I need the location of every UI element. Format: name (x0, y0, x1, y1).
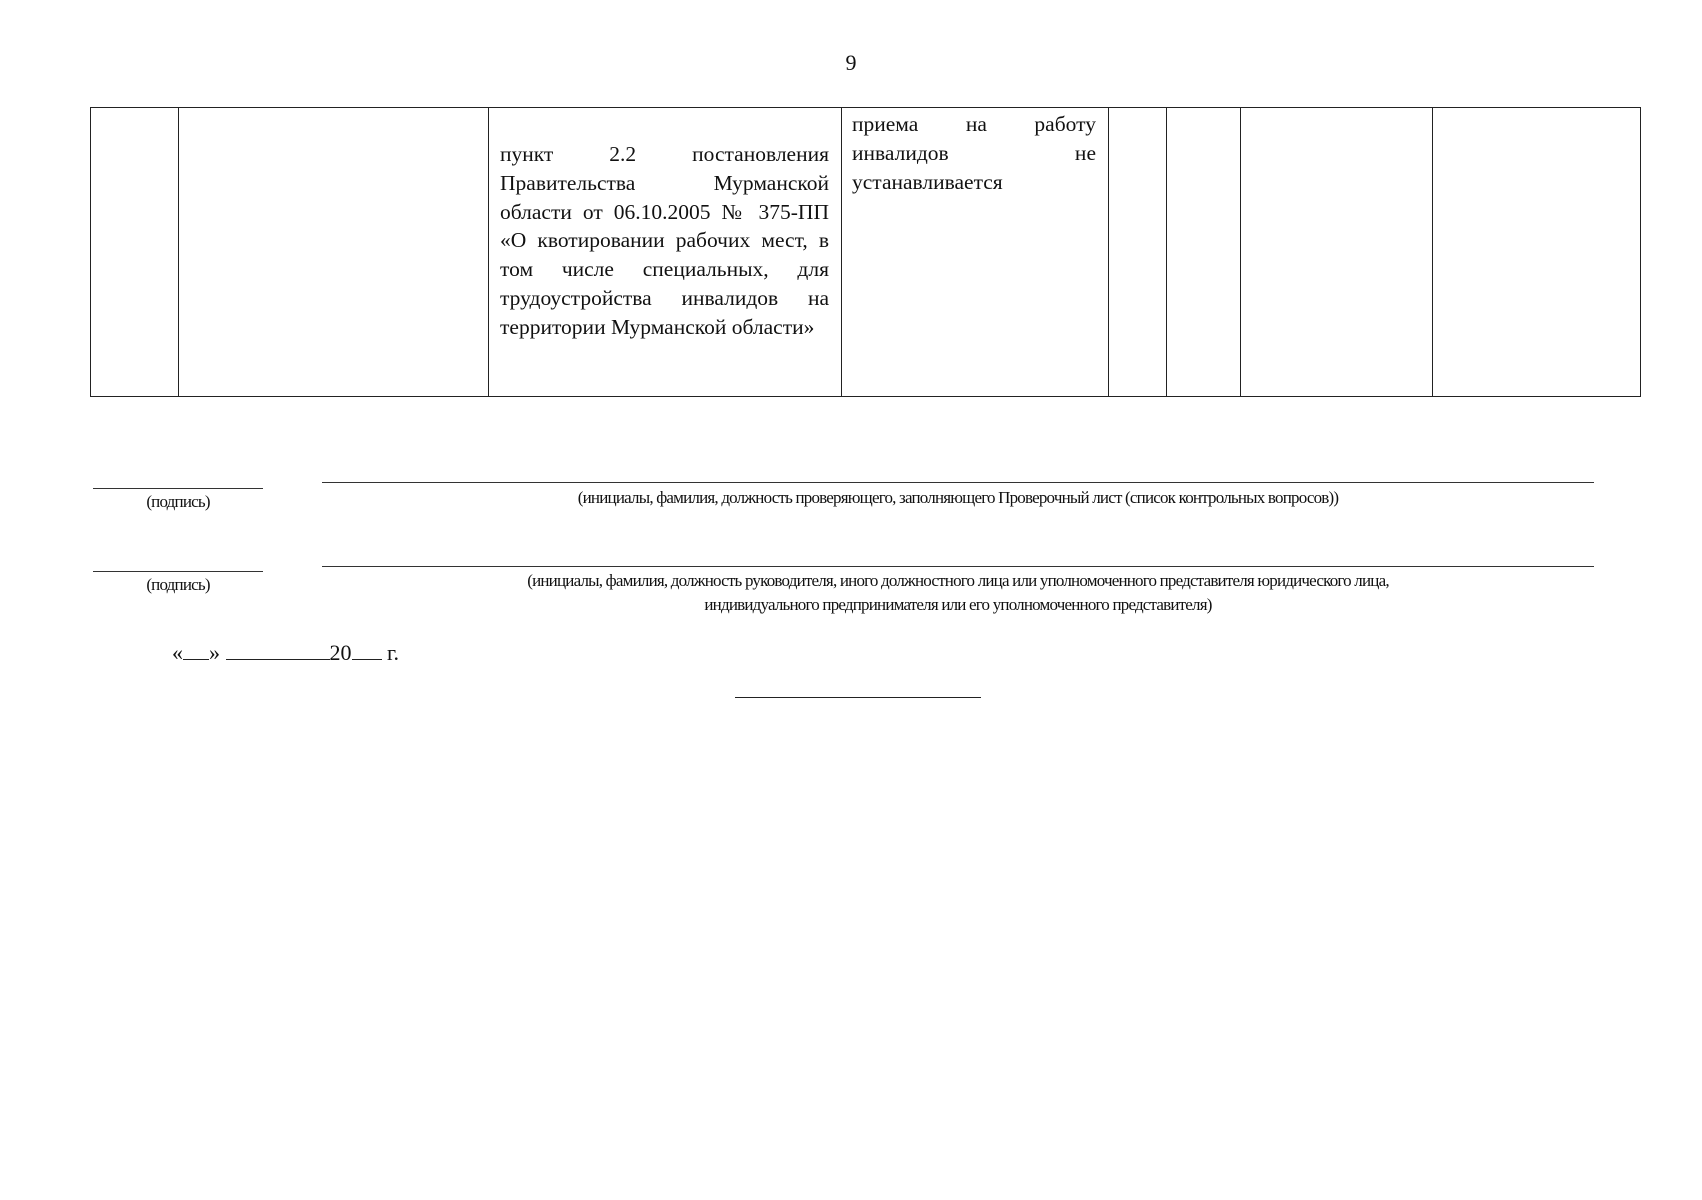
year-blank[interactable] (352, 641, 382, 660)
cell-requirement (842, 108, 1109, 397)
checklist-table (90, 107, 1640, 397)
date-open-quote: « (172, 640, 183, 665)
checklist-table-grid (90, 107, 1641, 397)
cell-answer-no (1167, 108, 1241, 397)
person-caption-line-2: индивидуального предпринимателя или его уполномоченного представителя) (704, 595, 1212, 614)
date-field (172, 640, 399, 666)
page-number: 9 (845, 50, 857, 75)
day-blank[interactable] (183, 641, 209, 660)
cell-not-applicable (1241, 108, 1433, 397)
person-caption (322, 569, 1594, 617)
legal-basis-text: пункт 2.2 постановления Правительства Мурманской области от 06.10.2005 № 375-ПП «О квотировании рабочих мест, в том числе специальных, для трудоустройства инвалидов на территории Мурманской области» (500, 142, 829, 339)
cell-number (91, 108, 179, 397)
signature-line[interactable] (93, 571, 263, 572)
year-suffix: г. (387, 640, 400, 665)
month-blank[interactable] (226, 641, 330, 660)
end-divider (735, 697, 981, 698)
person-line[interactable] (322, 566, 1594, 567)
table-row (91, 108, 1641, 397)
person-caption: (инициалы, фамилия, должность проверяющего, заполняющего Проверочный лист (список контрольных вопросов)) (577, 488, 1339, 507)
cell-legal-basis (489, 108, 842, 397)
cell-question (179, 108, 489, 397)
signature-line[interactable] (93, 488, 263, 489)
cell-note (1433, 108, 1641, 397)
cell-answer-yes (1109, 108, 1167, 397)
signature-caption: (подпись) (146, 575, 210, 594)
person-line[interactable] (322, 482, 1594, 483)
person-caption-line-1: (инициалы, фамилия, должность руководителя, иного должностного лица или уполномоченного представителя юридического лица, (527, 571, 1389, 590)
year-prefix: 20 (329, 640, 352, 665)
requirement-text: приема на работу инвалидов не устанавливается (852, 112, 1096, 194)
date-close-quote: » (209, 640, 220, 665)
signature-caption: (подпись) (146, 492, 210, 511)
